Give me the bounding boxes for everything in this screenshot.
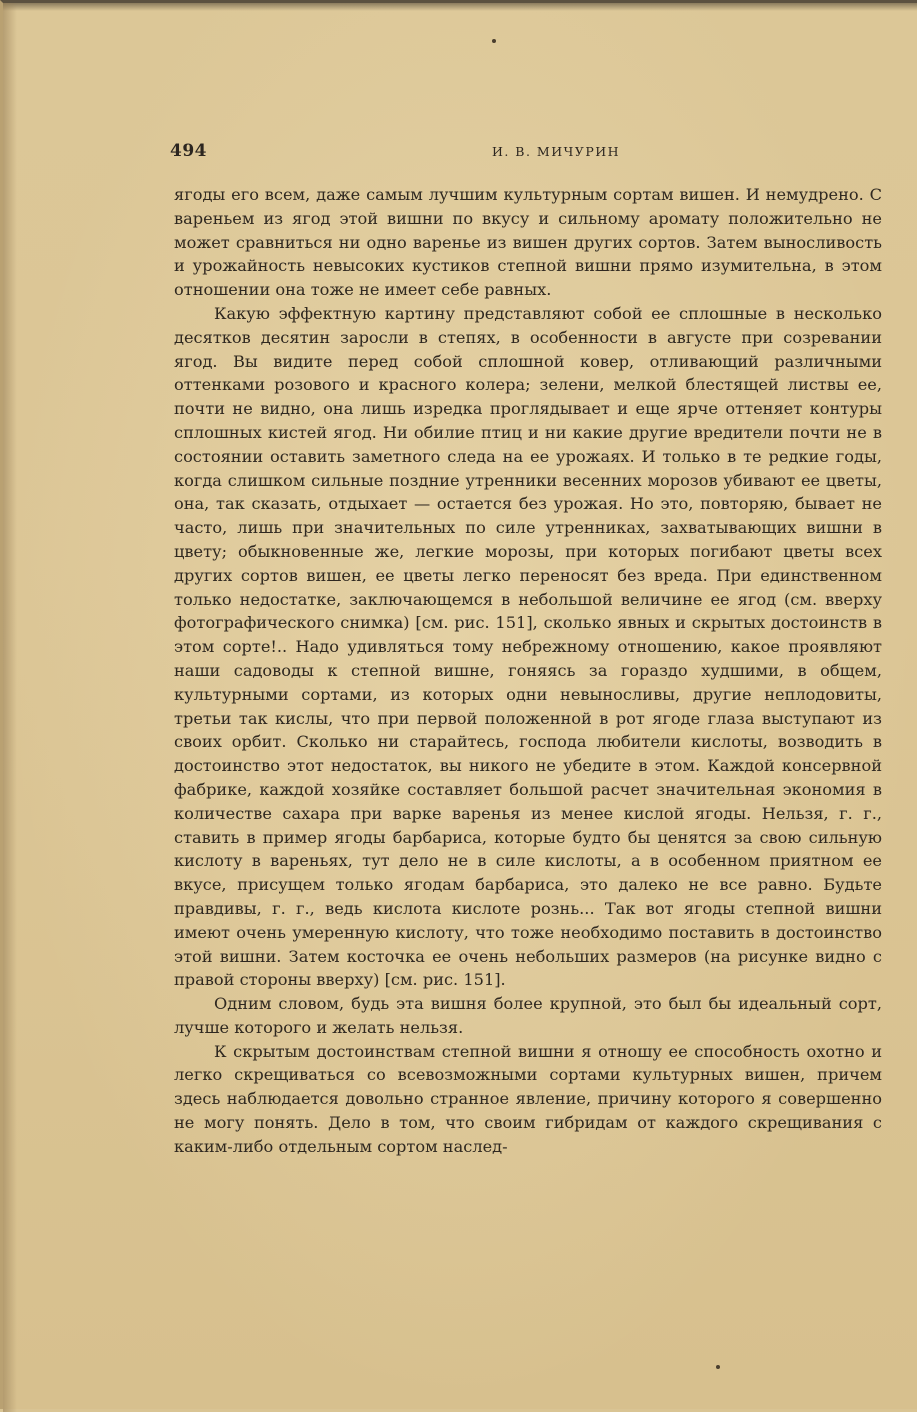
page-top-shadow <box>3 3 917 11</box>
paper-speck <box>492 39 496 43</box>
page-header <box>170 141 882 165</box>
paragraph-1: ягоды его всем, даже самым лучшим культурным сортам вишен. И немудрено. С вареньем из ягод этой вишни по вкусу и сильному аромату положительно не может сравниться ни одно варенье из вишен других сортов. Затем выносливость и урожайность невысоких кустиков степной вишни прямо изумительна, в этом отношении она тоже не имеет себе равных. <box>174 185 882 300</box>
running-title: И. В. МИЧУРИН <box>491 144 621 159</box>
page-number: 494 <box>170 141 207 161</box>
paragraph-3: Одним словом, будь эта вишня более крупной, это был бы идеальный сорт, лучше которого и желать нельзя. <box>174 994 882 1037</box>
paper-speck <box>716 1365 720 1369</box>
body-text <box>174 183 882 1159</box>
page-binding-shadow <box>3 3 17 1412</box>
paragraph-4: К скрытым достоинствам степной вишни я отношу ее способность охотно и легко скрещиваться со всевозможными сортами культурных вишен, причем здесь наблюдается довольно странное явление, причину которого я совершенно не могу понять. Дело в том, что своим гибридам от каждого скрещивания с каким-либо отдельным сортом наслед- <box>174 1041 882 1156</box>
paragraph-2: Какую эффектную картину представляют собой ее сплошные в несколько десятков десятин заросли в степях, в особенности в августе при созревании ягод. Вы видите перед собой сплошной ковер, отливающий различными оттенками розового и красного колера; зелени, мелкой блестящей листвы ее, почти не видно, она лишь изредка проглядывает и еще ярче оттеняет контуры сплошных кистей ягод. Ни обилие птиц и ни какие другие вредители почти не в состоянии оставить заметного следа на ее урожаях. И только в те редкие годы, когда слишком сильные поздние утренники весенних морозов убивают ее цветы, она, так сказать, отдыхает — остается без урожая. Но это, повторяю, бывает не часто, лишь при значительных по силе утренниках, захватывающих вишни в цвету; обыкновенные же, легкие морозы, при которых погибают цветы всех других сортов вишен, ее цветы легко переносят без вреда. При единственном только недостатке, заключающемся в небольшой величине ее ягод (см. вверху фотографического снимка) [см. рис. 151], сколько явных и скрытых достоинств в этом сорте!.. Надо удивляться тому небрежному отношению, какое проявляют наши садоводы к степной вишне, гоняясь за гораздо худшими, в общем, культурными сортами, из которых одни невыносливы, другие неплодовиты, третьи так кислы, что при первой положенной в рот ягоде глаза выступают из своих орбит. Сколько ни старайтесь, господа любители кислоты, возводить в достоинство этот недостаток, вы никого не убедите в этом. Каждой консервной фабрике, каждой хозяйке составляет большой расчет значительная экономия в количестве сахара при варке варенья из менее кислой ягоды. Нельзя, г. г., ставить в пример ягоды барбариса, которые будто бы ценятся за свою сильную кислоту в вареньях, тут дело не в силе кислоты, а в особенном приятном ее вкусе, присущем только ягодам барбариса, это далеко не все равно. Будьте правдивы, г. г., ведь кислота кислоте рознь... Так вот ягоды степной вишни имеют очень умеренную кислоту, что тоже необходимо поставить в достоинство этой вишни. Затем косточка ее очень небольших размеров (на рисунке видно с правой стороны вверху) [см. рис. 151]. <box>174 303 882 990</box>
